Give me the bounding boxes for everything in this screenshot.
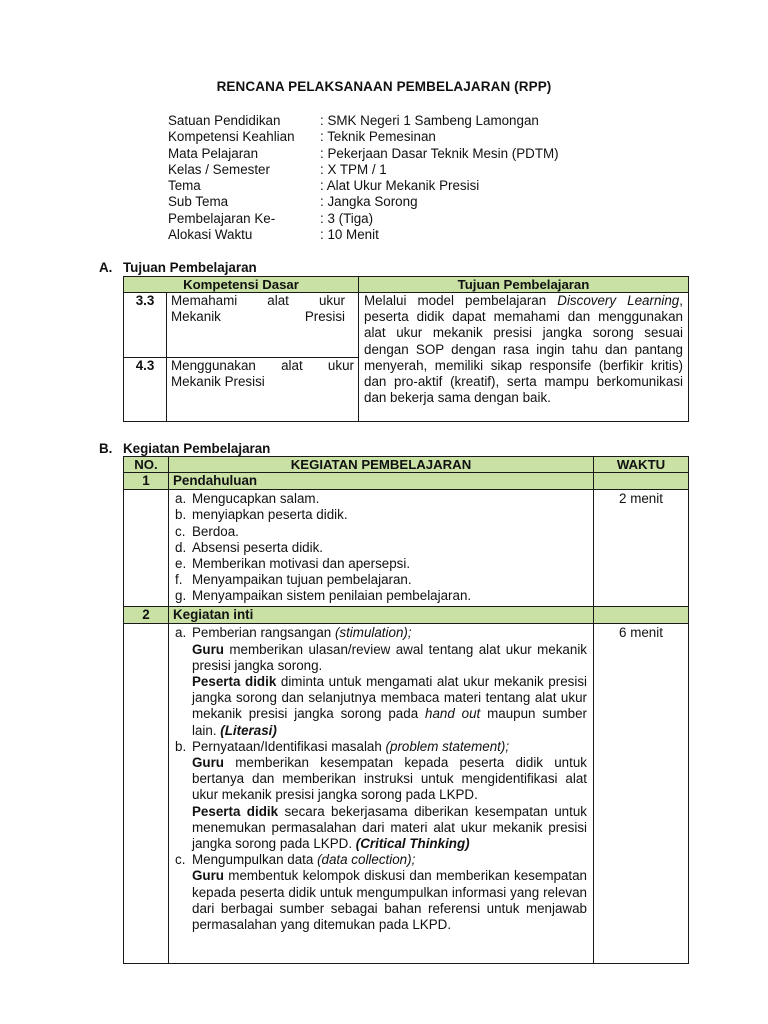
- tp-model: Discovery Learning: [557, 293, 680, 308]
- item-mark: d.: [175, 539, 187, 555]
- tp-text: Melalui model pembelajaran: [364, 293, 558, 308]
- item-mark: f.: [175, 572, 183, 588]
- guru-label: Guru: [192, 755, 224, 771]
- list-item: [175, 491, 587, 507]
- phase-time: 6 menit: [594, 624, 689, 964]
- kegiatan-pembelajaran-table: [123, 456, 689, 964]
- item-heading-term: (data collection);: [317, 852, 416, 868]
- phase-no-blank: [124, 490, 169, 607]
- list-item: [175, 572, 587, 588]
- guru-label: Guru: [192, 641, 224, 657]
- identity-label: Sub Tema: [168, 194, 229, 210]
- item-text: Memberikan motivasi dan apersepsi.: [192, 556, 411, 572]
- item-mark: c.: [175, 523, 186, 539]
- identity-row-kompetensi: [168, 129, 559, 145]
- guru-text: memberikan ulasan/review awal tentang alat ukur mekanik presisi jangka sorong.: [192, 641, 587, 673]
- item-text: Absensi peserta didik.: [192, 539, 324, 555]
- tp-header: Tujuan Pembelajaran: [359, 277, 689, 293]
- identity-row-mapel: [168, 146, 559, 162]
- section-title: Kegiatan Pembelajaran: [123, 441, 271, 456]
- identity-label: Pembelajaran Ke-: [168, 210, 276, 226]
- item-heading-text: Pernyataan/Identifikasi masalah: [192, 738, 386, 754]
- phase-row-pendahuluan: [124, 473, 689, 490]
- identity-label: Satuan Pendidikan: [168, 113, 281, 128]
- identity-label: Mata Pelajaran: [168, 145, 259, 161]
- item-mark: b.: [175, 738, 187, 754]
- item-heading: [192, 739, 587, 755]
- kd-header: Kompetensi Dasar: [124, 277, 359, 293]
- phase-label: Kegiatan inti: [169, 607, 594, 624]
- identity-label: Tema: [168, 178, 201, 194]
- identity-value: : Teknik Pemesinan: [320, 129, 436, 145]
- phase-content-inti: [124, 624, 689, 964]
- phase-label: Pendahuluan: [169, 473, 594, 490]
- pendahuluan-list: [169, 490, 594, 607]
- kd-description: [167, 358, 359, 422]
- guru-activity: [175, 868, 587, 933]
- peserta-text: diminta untuk mengamati alat ukur mekanik presisi jangka sorong dan selanjutnya membaca materi tentang alat ukur mekanik presisi jangka sorong pada: [192, 674, 587, 722]
- list-item: [175, 588, 587, 604]
- peserta-text-end: maupun sumber lain.: [192, 706, 588, 738]
- tp-comma: ,: [679, 293, 683, 308]
- item-mark: g.: [175, 588, 187, 604]
- identity-block: [168, 113, 559, 243]
- no-header: NO.: [124, 457, 169, 473]
- guru-activity: [175, 642, 587, 674]
- tp-text-rest: peserta didik dapat memahami dan menggunakan alat ukur mekanik presisi jangka sorong sesuai dengan SOP dengan rasa ingin tahu dan pantang menyerah, memiliki sikap responsife (berfikir kritis) dan pro-aktif (kreatif), serta mampu berkomunikasi dan bekerja sama dengan baik.: [364, 309, 683, 406]
- item-text: Berdoa.: [192, 523, 239, 539]
- item-text: Menyampaikan sistem penilaian pembelajaran.: [192, 588, 472, 604]
- item-heading-term: (stimulation);: [334, 625, 412, 641]
- tujuan-pembelajaran-table: [123, 276, 689, 422]
- item-heading-term: (problem statement);: [385, 738, 510, 754]
- critical-thinking-tag: (Critical Thinking): [355, 836, 470, 852]
- tp-description: [359, 293, 689, 422]
- item-mark: a.: [175, 625, 187, 641]
- identity-label: Alokasi Waktu: [168, 227, 253, 243]
- list-item: [175, 524, 587, 540]
- kd-description: [167, 293, 359, 358]
- phase-number: 2: [124, 607, 169, 624]
- identity-value: : Jangka Sorong: [320, 194, 418, 210]
- kd-text: Menggunakan alat ukur Mekanik Presisi: [171, 358, 354, 390]
- identity-value: : Pekerjaan Dasar Teknik Mesin (PDTM): [320, 145, 559, 161]
- peserta-term: hand out: [425, 706, 481, 722]
- document-title: RENCANA PELAKSANAAN PEMBELAJARAN (RPP): [216, 79, 552, 94]
- phase-content-pendahuluan: [124, 490, 689, 607]
- list-item: [175, 507, 587, 523]
- literasi-tag: (Literasi): [220, 722, 277, 738]
- kegiatan-header: KEGIATAN PEMBELAJARAN: [169, 457, 594, 473]
- list-item: [175, 556, 587, 572]
- identity-row-tema: [168, 178, 559, 194]
- identity-row-subtema: [168, 194, 559, 210]
- phase-no-blank: [124, 624, 169, 964]
- section-title: Tujuan Pembelajaran: [123, 260, 257, 275]
- item-heading: [192, 625, 587, 641]
- section-a-heading: [99, 260, 257, 275]
- kd-number: 3.3: [124, 293, 167, 358]
- list-item-data-collection: [175, 852, 587, 868]
- peserta-label: Peserta didik: [192, 674, 277, 690]
- identity-row-kelas: [168, 162, 559, 178]
- list-item: [175, 540, 587, 556]
- item-text: Mengucapkan salam.: [192, 491, 320, 507]
- guru-text: membentuk kelompok diskusi dan memberikan kesempatan kepada peserta didik untuk mengumpulkan informasi yang relevan dari berbagai sumber sebagai bahan referensi untuk menjawab permasalahan yang ditemukan pada LKPD.: [192, 868, 587, 933]
- peserta-activity: [175, 674, 587, 739]
- peserta-label: Peserta didik: [192, 803, 279, 819]
- inti-list: [169, 624, 594, 964]
- item-heading: [192, 852, 587, 868]
- identity-row-satuan: [168, 113, 559, 129]
- section-letter: A.: [99, 260, 113, 275]
- phase-row-inti: [124, 607, 689, 624]
- phase-number: 1: [124, 473, 169, 490]
- item-mark: b.: [175, 507, 187, 523]
- identity-label: Kelas / Semester: [168, 161, 270, 177]
- peserta-text: secara bekerjasama diberikan kesempatan untuk menemukan permasalahan dari materi alat ukur mekanik presisi jangka sorong pada LKPD.: [192, 803, 587, 852]
- item-mark: c.: [175, 852, 186, 868]
- identity-row-pembelajaran: [168, 211, 559, 227]
- section-b-heading: [99, 441, 270, 456]
- phase-time-blank: [594, 473, 689, 490]
- identity-value: : SMK Negeri 1 Sambeng Lamongan: [320, 113, 539, 128]
- phase-time-blank: [594, 607, 689, 624]
- kd-number: 4.3: [124, 358, 167, 422]
- section-letter: B.: [99, 441, 113, 456]
- peserta-activity: [175, 804, 587, 853]
- kd-text: Memahami alat ukur Mekanik Presisi: [171, 293, 345, 325]
- identity-value: : 3 (Tiga): [320, 210, 374, 226]
- list-item-stimulation: [175, 625, 587, 641]
- guru-text: memberikan kesempatan kepada peserta didik untuk bertanya dan memberikan instruksi untuk mengidentifikasi alat ukur mekanik presisi jangka sorong pada LKPD.: [192, 755, 587, 803]
- guru-label: Guru: [192, 868, 224, 884]
- phase-time: 2 menit: [594, 490, 689, 607]
- item-heading-text: Mengumpulkan data: [192, 852, 318, 868]
- item-mark: a.: [175, 491, 187, 507]
- identity-value: : X TPM / 1: [320, 161, 387, 177]
- list-item-problem-statement: [175, 739, 587, 755]
- identity-value: : 10 Menit: [320, 227, 379, 243]
- guru-activity: [175, 755, 587, 804]
- item-heading-text: Pemberian rangsangan: [192, 625, 335, 641]
- item-text: Menyampaikan tujuan pembelajaran.: [192, 572, 412, 588]
- item-mark: e.: [175, 556, 187, 572]
- waktu-header: WAKTU: [594, 457, 689, 473]
- identity-row-alokasi: [168, 227, 559, 243]
- item-text: menyiapkan peserta didik.: [192, 507, 348, 523]
- identity-value: : Alat Ukur Mekanik Presisi: [320, 178, 480, 194]
- identity-label: Kompetensi Keahlian: [168, 129, 295, 145]
